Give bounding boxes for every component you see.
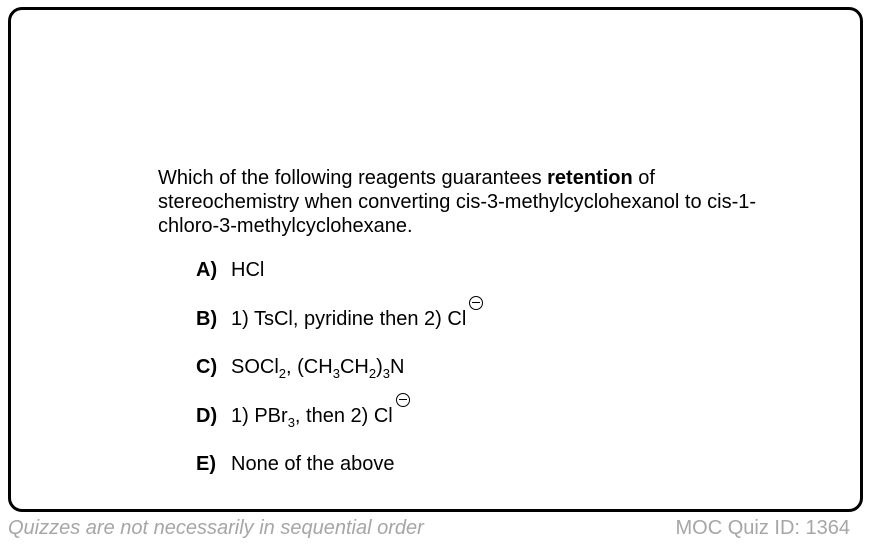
- option-text: HCl: [231, 259, 265, 281]
- option-letter: A): [196, 259, 218, 281]
- option-c[interactable]: [196, 356, 483, 405]
- negative-charge-icon: [469, 296, 483, 310]
- option-text: 1) TsCl, pyridine then 2) Cl: [231, 307, 467, 330]
- option-a[interactable]: [196, 259, 483, 308]
- option-e[interactable]: [196, 453, 483, 502]
- option-letter: C): [196, 356, 218, 378]
- question-text: [158, 166, 778, 238]
- option-letter: D): [196, 404, 218, 427]
- option-b[interactable]: [196, 308, 483, 357]
- question-emphasis: retention: [547, 167, 633, 189]
- negative-charge-icon: [396, 393, 410, 407]
- answer-options: [196, 259, 483, 502]
- option-text: None of the above: [231, 453, 395, 475]
- option-letter: E): [196, 453, 216, 475]
- option-text: SOCl$_2$, $(CH_3CH_2)_3N$: [231, 356, 405, 381]
- option-text: 1) PBr$_3$, then 2) Cl: [231, 404, 393, 430]
- footer-note: Quizzes are not necessarily in sequential order: [8, 517, 424, 539]
- question-part-2: of stereochemistry when converting cis-3-methylcyclohexanol to cis-1-chloro-3-methylcyclohexane.: [158, 167, 757, 237]
- quiz-id: MOC Quiz ID: 1364: [675, 517, 850, 539]
- option-d[interactable]: [196, 405, 483, 454]
- option-letter: B): [196, 307, 218, 330]
- question-part-1: Which of the following reagents guarantees: [158, 167, 548, 189]
